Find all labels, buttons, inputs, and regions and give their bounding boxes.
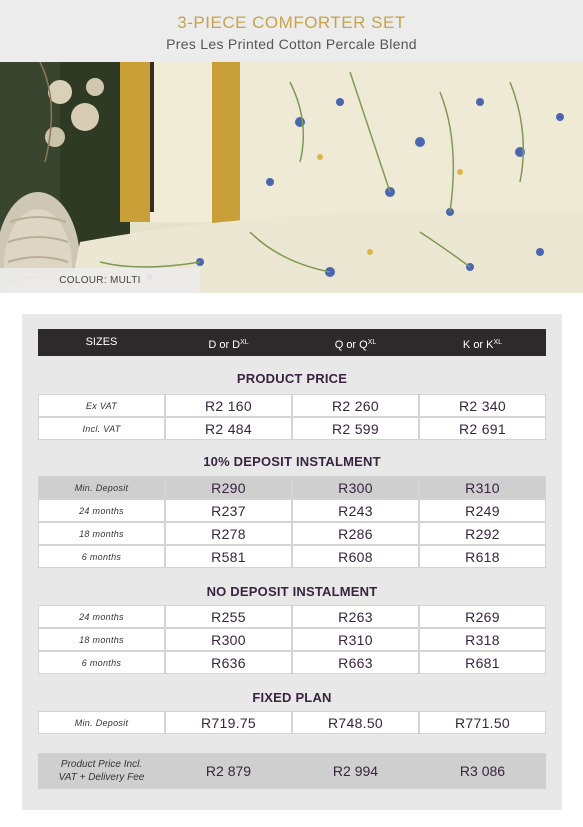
- section-title-fixed-plan: FIXED PLAN: [252, 690, 332, 705]
- price-cell: R618: [419, 545, 546, 568]
- price-cell: R771.50: [419, 711, 546, 734]
- comforter-illustration: [0, 62, 583, 293]
- header: [0, 0, 583, 62]
- price-cell: R237: [165, 499, 292, 522]
- price-cell: R581: [165, 545, 292, 568]
- size-header-double: D or $D^{XL}$: [208, 339, 249, 351]
- price-cell: R636: [165, 651, 292, 674]
- row-label: 18 months: [38, 522, 165, 545]
- table-row: [38, 476, 546, 499]
- price-cell: R243: [292, 499, 419, 522]
- section-title-no-deposit-instalment: NO DEPOSIT INSTALMENT: [206, 584, 378, 599]
- price-cell: R263: [292, 605, 419, 628]
- table-header-row: [38, 329, 546, 356]
- total-label: [38, 753, 165, 789]
- price-cell: R748.50: [292, 711, 419, 734]
- price-cell: R249: [419, 499, 546, 522]
- price-cell: R719.75: [165, 711, 292, 734]
- price-cell: R300: [292, 476, 419, 499]
- total-label-line1: Product Price Incl.: [60, 759, 143, 770]
- price-cell: R2 599: [292, 417, 419, 440]
- table-row: [38, 545, 546, 568]
- size-header-queen: Q or $Q^{XL}$: [334, 339, 377, 351]
- price-cell: R318: [419, 628, 546, 651]
- total-price-cell: R2 994: [332, 763, 379, 779]
- total-price-cell: R3 086: [459, 763, 506, 779]
- price-cell: R269: [419, 605, 546, 628]
- table-row: [38, 522, 546, 545]
- row-label: 6 months: [38, 651, 165, 674]
- row-label: 6 months: [38, 545, 165, 568]
- table-row: [38, 651, 546, 674]
- page-title: 3-PIECE COMFORTER SET: [177, 13, 406, 32]
- price-cell: R310: [292, 628, 419, 651]
- colour-label: COLOUR: MULTI: [0, 268, 200, 293]
- price-cell: R2 340: [419, 394, 546, 417]
- row-label: 18 months: [38, 628, 165, 651]
- row-label: Min. Deposit: [38, 476, 165, 499]
- price-cell: R681: [419, 651, 546, 674]
- section-title-deposit-instalment: 10% DEPOSIT INSTALMENT: [203, 454, 381, 469]
- section-title-product-price: PRODUCT PRICE: [236, 371, 348, 386]
- page-subtitle: Pres Les Printed Cotton Percale Blend: [166, 36, 417, 52]
- price-cell: R2 160: [165, 394, 292, 417]
- row-label: 24 months: [38, 499, 165, 522]
- price-cell: R663: [292, 651, 419, 674]
- price-cell: R2 484: [165, 417, 292, 440]
- price-cell: R2 691: [419, 417, 546, 440]
- table-row: [38, 499, 546, 522]
- table-row: [38, 711, 546, 734]
- total-price-row: [38, 753, 546, 789]
- total-price-cell: R2 879: [205, 763, 252, 779]
- product-photo: [0, 62, 583, 293]
- table-row: [38, 605, 546, 628]
- table-row: [38, 394, 546, 417]
- price-cell: R286: [292, 522, 419, 545]
- price-cell: R310: [419, 476, 546, 499]
- row-label: Ex VAT: [38, 394, 165, 417]
- price-cell: R292: [419, 522, 546, 545]
- price-cell: R2 260: [292, 394, 419, 417]
- price-cell: R300: [165, 628, 292, 651]
- price-cell: R255: [165, 605, 292, 628]
- price-cell: R608: [292, 545, 419, 568]
- row-label: Min. Deposit: [38, 711, 165, 734]
- row-label: Incl. VAT: [38, 417, 165, 440]
- row-label: 24 months: [38, 605, 165, 628]
- price-cell: R278: [165, 522, 292, 545]
- table-row: [38, 417, 546, 440]
- table-row: [38, 628, 546, 651]
- sizes-header: SIZES: [85, 336, 118, 348]
- price-cell: R290: [165, 476, 292, 499]
- size-header-king: K or $K^{XL}$: [462, 339, 503, 351]
- total-label-line2: VAT + Delivery Fee: [58, 772, 145, 783]
